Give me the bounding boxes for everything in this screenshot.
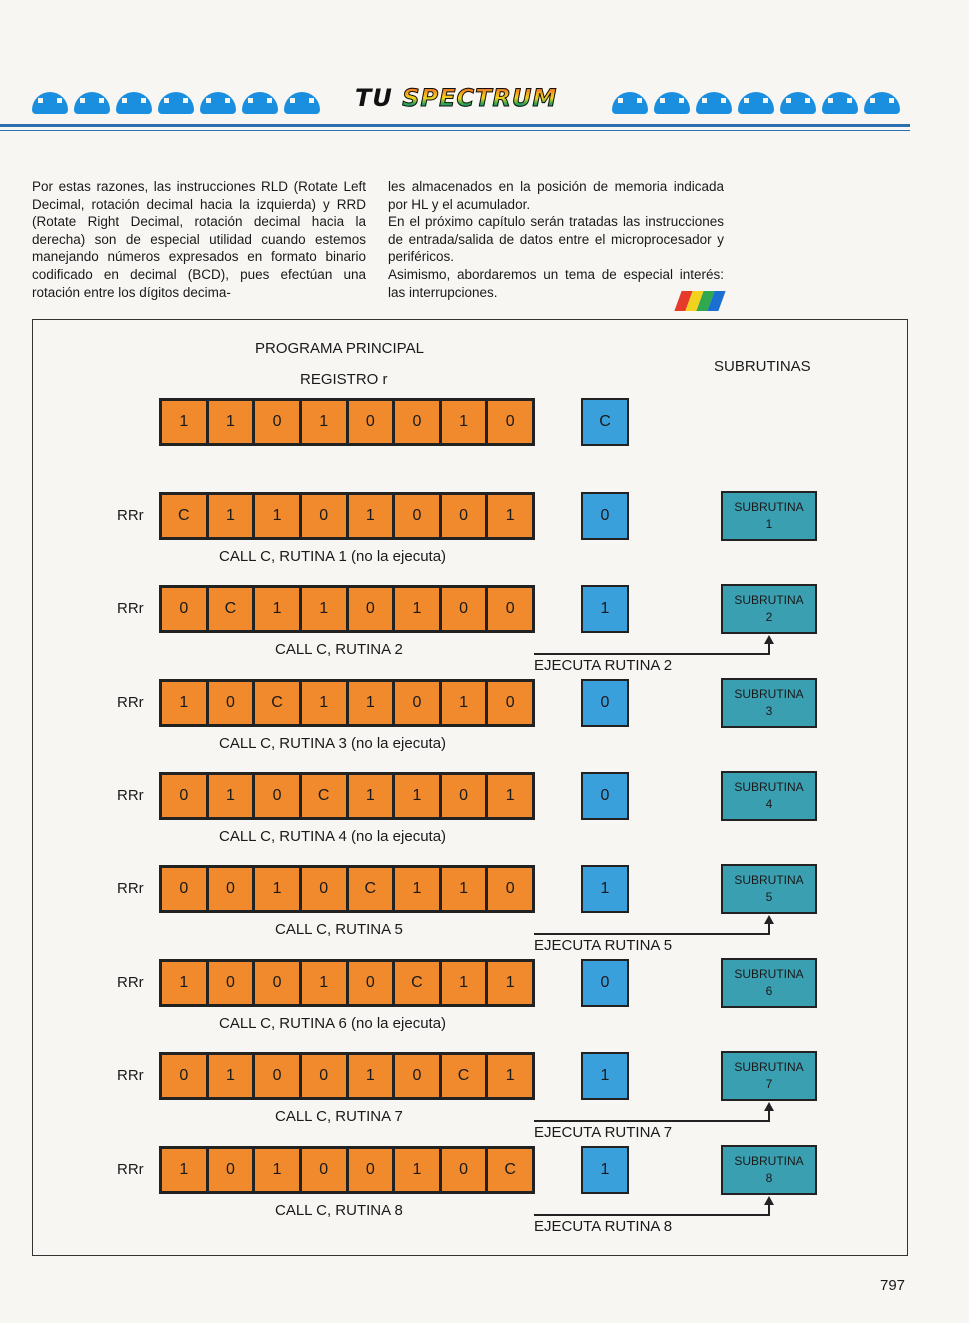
subroutine-number: 1 [765,517,773,531]
register-bit: 0 [302,1149,346,1191]
operation-label: RRr [117,1067,144,1084]
register-bit: 0 [349,401,393,443]
register-bit: 1 [442,401,486,443]
register-bit: C [349,868,393,910]
invader-icon [74,92,110,114]
header-rule [0,130,910,131]
register-bit: 1 [209,775,253,817]
paragraph: En el próximo capítulo serán tratadas las instrucciones de entrada/salida de datos entre el microprocesador y periféricos. [388,214,724,265]
paragraph: les almacenados en la posición de memoria indicada por HL y el acumulador. [388,179,724,212]
operation-label: RRr [117,1161,144,1178]
register-bit: 1 [209,495,253,537]
register-bit: 1 [209,401,253,443]
register-bit: 0 [395,1055,439,1097]
invader-icon [822,92,858,114]
register-bit: 1 [349,495,393,537]
brand-tu: TU [355,84,403,112]
register-bit: C [209,588,253,630]
subroutine-box [721,1145,817,1195]
execute-arrow-icon [768,917,770,934]
subroutine-label: SUBRUTINA [734,1154,804,1168]
subroutine-number: 8 [765,1171,773,1185]
register-bit: 0 [162,868,206,910]
register-bit: 1 [442,962,486,1004]
register-bit: 1 [349,1055,393,1097]
register-bit: 1 [162,1149,206,1191]
text-column-2 [388,178,724,301]
subroutine-box [721,958,817,1008]
execute-arrow-line [534,1120,770,1122]
section-brand [355,84,557,112]
subroutines-heading: SUBRUTINAS [714,358,811,375]
execute-arrow-icon [768,1198,770,1215]
subroutine-number: 4 [765,797,773,811]
carry-flag: 1 [581,1052,629,1100]
subroutine-number: 3 [765,704,773,718]
call-instruction: CALL C, RUTINA 2 [275,641,403,658]
rotation-diagram [32,319,908,1256]
register-bit: 0 [162,588,206,630]
register-bit: 0 [488,588,532,630]
invader-icon [612,92,648,114]
register-bit: 0 [442,1149,486,1191]
register-bit: 1 [255,1149,299,1191]
register-bit: C [255,682,299,724]
register-bit: 0 [255,401,299,443]
execute-arrow-line [534,933,770,935]
subroutine-number: 7 [765,1077,773,1091]
register-bit: 1 [209,1055,253,1097]
invader-icon [242,92,278,114]
carry-flag: 0 [581,492,629,540]
invader-icon [200,92,236,114]
register-bit: 1 [302,401,346,443]
register-bit: 0 [162,1055,206,1097]
subroutine-label: SUBRUTINA [734,967,804,981]
register-bit: 1 [349,775,393,817]
subroutine-box [721,678,817,728]
register-cells [159,585,535,633]
subroutine-number: 2 [765,610,773,624]
register-bit: 0 [488,868,532,910]
register-bit: 0 [302,495,346,537]
register-bit: 1 [349,682,393,724]
register-bit: 0 [488,401,532,443]
register-bit: C [302,775,346,817]
invader-icon [696,92,732,114]
execute-label: EJECUTA RUTINA 2 [534,657,673,674]
register-bit: 0 [442,495,486,537]
operation-label: RRr [117,694,144,711]
register-bit: 0 [349,1149,393,1191]
carry-flag: 1 [581,585,629,633]
register-bit: 0 [255,1055,299,1097]
operation-label: RRr [117,600,144,617]
subroutine-box [721,771,817,821]
rainbow-stripes-icon [674,291,725,311]
register-cells [159,1052,535,1100]
execute-label: EJECUTA RUTINA 5 [534,937,673,954]
register-bit: 0 [302,1055,346,1097]
execute-arrow-line [534,1214,770,1216]
page-header [0,80,969,140]
register-bit: 0 [209,868,253,910]
subroutine-box [721,864,817,914]
register-cells [159,398,535,446]
register-cells [159,772,535,820]
subroutine-box [721,491,817,541]
register-bit: 0 [255,962,299,1004]
carry-flag: 0 [581,679,629,727]
register-bit: 1 [302,682,346,724]
carry-flag: 1 [581,1146,629,1194]
call-instruction: CALL C, RUTINA 8 [275,1202,403,1219]
register-bit: 1 [395,588,439,630]
invader-icon [116,92,152,114]
execute-label: EJECUTA RUTINA 7 [534,1124,673,1141]
register-bit: 1 [162,401,206,443]
brand-spectrum: SPECTRUM [402,84,558,112]
invader-border-right [612,88,900,114]
register-bit: 0 [395,495,439,537]
register-bit: 1 [255,868,299,910]
call-instruction: CALL C, RUTINA 4 (no la ejecuta) [219,828,447,845]
register-cells [159,865,535,913]
register-bit: 0 [442,775,486,817]
header-rule [0,124,910,127]
operation-label: RRr [117,787,144,804]
subroutine-label: SUBRUTINA [734,593,804,607]
register-bit: C [488,1149,532,1191]
register-bit: 0 [488,682,532,724]
operation-label: RRr [117,880,144,897]
register-bit: 0 [349,962,393,1004]
register-cells [159,492,535,540]
call-instruction: CALL C, RUTINA 1 (no la ejecuta) [219,548,447,565]
register-cells [159,1146,535,1194]
text-column-1 [32,178,366,301]
carry-flag: 0 [581,772,629,820]
register-bit: C [395,962,439,1004]
carry-flag: 1 [581,865,629,913]
register-label: REGISTRO r [300,371,388,388]
subroutine-label: SUBRUTINA [734,1060,804,1074]
register-bit: 0 [209,682,253,724]
invader-icon [738,92,774,114]
subroutine-box [721,584,817,634]
invader-icon [158,92,194,114]
register-bit: 0 [209,1149,253,1191]
register-bit: 0 [209,962,253,1004]
register-bit: 0 [302,868,346,910]
call-instruction: CALL C, RUTINA 3 (no la ejecuta) [219,735,447,752]
register-bit: 1 [162,962,206,1004]
invader-icon [284,92,320,114]
carry-flag: C [581,398,629,446]
paragraph: Por estas razones, las instrucciones RLD (Rotate Left Decimal, rotación decimal hacia la izquierda) y RRD (Rotate Right Decimal, rotación decimal hacia la derecha) son de especial utilidad cuando estemos manejando números expresados en formato binario codificado en decimal (BCD), pues efectúan una rotación entre los dígitos decima- [32,179,366,300]
register-bit: 1 [162,682,206,724]
subroutine-number: 5 [765,890,773,904]
execute-label: EJECUTA RUTINA 8 [534,1218,673,1235]
register-bit: C [442,1055,486,1097]
page-number: 797 [880,1277,906,1294]
operation-label: RRr [117,507,144,524]
execute-arrow-icon [768,637,770,654]
subroutine-box [721,1051,817,1101]
register-bit: C [162,495,206,537]
diagram-heading: PROGRAMA PRINCIPAL [255,340,424,357]
register-cells [159,679,535,727]
call-instruction: CALL C, RUTINA 6 (no la ejecuta) [219,1015,447,1032]
invader-icon [864,92,900,114]
subroutine-label: SUBRUTINA [734,873,804,887]
register-cells [159,959,535,1007]
call-instruction: CALL C, RUTINA 7 [275,1108,403,1125]
operation-label: RRr [117,974,144,991]
register-bit: 0 [255,775,299,817]
register-bit: 1 [302,962,346,1004]
register-bit: 0 [442,588,486,630]
register-bit: 1 [395,868,439,910]
subroutine-label: SUBRUTINA [734,500,804,514]
invader-icon [780,92,816,114]
register-bit: 1 [442,682,486,724]
register-bit: 0 [395,401,439,443]
subroutine-label: SUBRUTINA [734,687,804,701]
register-bit: 1 [255,495,299,537]
register-bit: 0 [349,588,393,630]
register-bit: 1 [302,588,346,630]
register-bit: 0 [162,775,206,817]
carry-flag: 0 [581,959,629,1007]
register-bit: 1 [255,588,299,630]
register-bit: 1 [442,868,486,910]
subroutine-number: 6 [765,984,773,998]
invader-icon [32,92,68,114]
invader-icon [654,92,690,114]
execute-arrow-line [534,653,770,655]
register-bit: 1 [488,775,532,817]
subroutine-label: SUBRUTINA [734,780,804,794]
register-bit: 1 [488,962,532,1004]
call-instruction: CALL C, RUTINA 5 [275,921,403,938]
register-bit: 1 [488,1055,532,1097]
register-bit: 1 [488,495,532,537]
register-bit: 1 [395,775,439,817]
execute-arrow-icon [768,1104,770,1121]
invader-border-left [32,88,320,114]
paragraph: Asimismo, abordaremos un tema de especial interés: las interrupciones. [388,266,724,300]
register-bit: 0 [395,682,439,724]
register-bit: 1 [395,1149,439,1191]
